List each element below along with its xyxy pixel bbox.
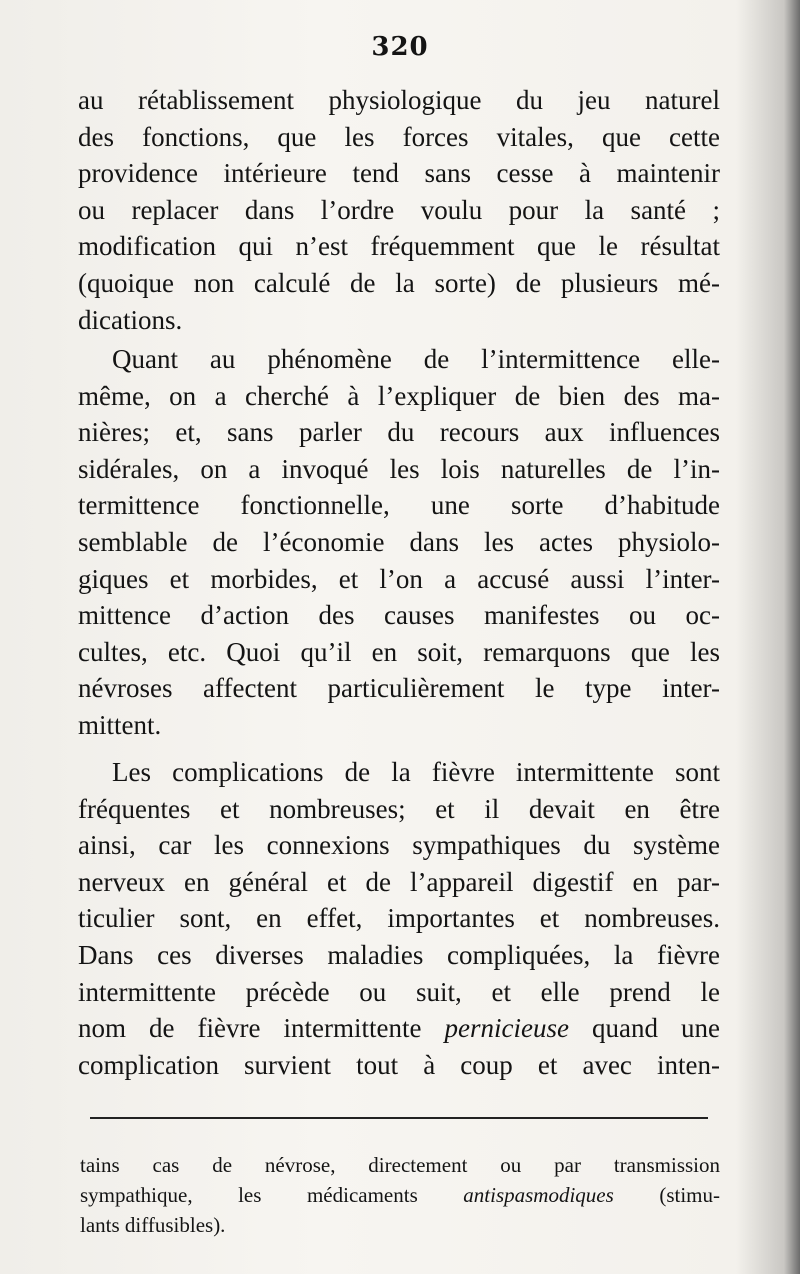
footnote-line-with-italic — [80, 1180, 720, 1210]
text-line: modification qui n’est fréquemment que le résultat — [78, 231, 720, 262]
footnote-line: tains cas de névrose, directement ou par transmission — [80, 1153, 720, 1177]
text-line: des fonctions, que les forces vitales, que cette — [78, 121, 720, 152]
text-line: (quoique non calculé de la sorte) de plusieurs mé- — [78, 267, 720, 298]
footnote — [80, 1150, 720, 1240]
text-line: Dans ces diverses maladies compliquées, la fièvre — [78, 939, 720, 970]
page-number: 320 — [371, 32, 429, 62]
text-line: sidérales, on a invoqué les lois naturelles de l’in- — [78, 453, 720, 484]
paragraph-1 — [78, 82, 720, 338]
text-line: au rétablissement physiologique du jeu naturel — [78, 85, 720, 115]
text-line: fréquentes et nombreuses; et il devait en être — [78, 793, 720, 824]
text-line: dications. — [78, 304, 183, 335]
text-segment: sympathique, les médicaments — [80, 1183, 464, 1207]
text-segment: nom de fièvre intermittente — [78, 1013, 445, 1044]
text-line: providence intérieure tend sans cesse à maintenir — [78, 158, 720, 189]
italic-term: pernicieuse — [444, 1013, 569, 1044]
text-line: Les complications de la fièvre intermittente sont — [112, 757, 720, 787]
text-line: intermittente précède ou suit, et elle prend le — [78, 976, 720, 1007]
text-segment: quand une — [568, 1013, 720, 1044]
footnote-line: lants diffusibles). — [80, 1213, 226, 1237]
text-line: giques et morbides, et l’on a accusé aussi l’inter- — [78, 563, 720, 594]
text-line: termittence fonctionnelle, une sorte d’habitude — [78, 490, 720, 521]
text-line: ainsi, car les connexions sympathiques du système — [78, 830, 720, 861]
text-line: ticulier sont, en effet, importantes et nombreuses. — [78, 903, 720, 934]
paragraph-3 — [78, 754, 720, 1083]
text-line: mittent. — [78, 709, 162, 740]
text-line: cultes, etc. Quoi qu’il en soit, remarquons que les — [78, 636, 720, 667]
text-line: complication survient tout à coup et avec inten- — [78, 1049, 720, 1080]
text-line: même, on a cherché à l’expliquer de bien des ma- — [78, 380, 720, 411]
text-line: Quant au phénomène de l’intermittence elle- — [112, 344, 720, 374]
text-segment: (stimu- — [613, 1183, 720, 1207]
paragraph-2 — [78, 341, 720, 744]
text-line-with-italic — [78, 1010, 720, 1047]
text-line: mittence d’action des causes manifestes ou oc- — [78, 600, 720, 631]
text-line: semblable de l’économie dans les actes physiolo- — [78, 526, 720, 557]
text-line: ou replacer dans l’ordre voulu pour la santé ; — [78, 194, 720, 225]
text-line: névroses affectent particulièrement le type inter- — [78, 673, 720, 704]
text-line: nerveux en général et de l’appareil digestif en par- — [78, 866, 720, 897]
italic-term: antispasmodiques — [463, 1183, 614, 1207]
text-line: nières; et, sans parler du recours aux influences — [78, 417, 720, 448]
footnote-separator — [90, 1117, 708, 1119]
